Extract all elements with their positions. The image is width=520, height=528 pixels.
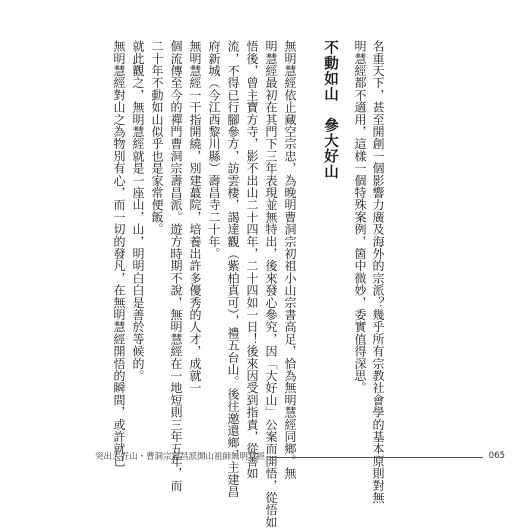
body-column: 無明慧經依止藏空宗忠，為晚明曹洞宗初祖小山宗書高足，恰為無明慧經同鄉。無 [283,40,297,480]
body-column: 個流傳至今的禪門曹洞宗壽昌派。遊方時期不說，無明慧經在一地短則三年五年，而 [169,40,183,492]
body-column: 明慧經最初在其門下三年表現並無特出，後來發心參究，因「大好山」公案而開悟，從悟如 [264,40,278,528]
body-column: 就此觀之，無明慧經就是一座山，山，明明白白是善於等候的。 [131,40,145,382]
footer-rule [271,457,483,458]
body-column: 明慧經都不適用，這樣一個特殊案例，箇中微妙，委實值得深思。 [353,40,367,394]
page-footer [95,450,505,462]
page-number: 065 [488,451,505,461]
body-column: 二十年不動如山似乎也是家常便飯。 [150,40,164,236]
body-column: 府新城（今江西黎川縣）壽昌寺二十年。 [207,40,221,260]
body-column: 名重天下，甚至開創一個影響力廣及海外的宗派？幾乎所有宗教社會學的基本原則對無 [371,40,385,504]
section-heading: 不動如山 參大好山 [322,40,338,180]
body-column: 流，不得已行腳參方，訪雲棲，謁達觀（紫柏真可），禮五台山。後往邀還鄉，主建昌 [226,40,240,498]
body-column: 悟後，曾主寶方寺，影不出山二十四年，二十四如一日！後來因受到指責，從善如 [245,40,259,480]
running-title: 突出大好山・曹洞宗壽昌派開山祖師無明慧經 [95,452,266,462]
body-column: 無明慧經對山之為物別有心，而一切的發凡，在無明慧經開悟的瞬間，或許就已 [112,40,126,467]
body-column: 無明慧經一干指開繞，別建蕞院，培養出許多優秀的人才，成就一 [188,40,202,394]
